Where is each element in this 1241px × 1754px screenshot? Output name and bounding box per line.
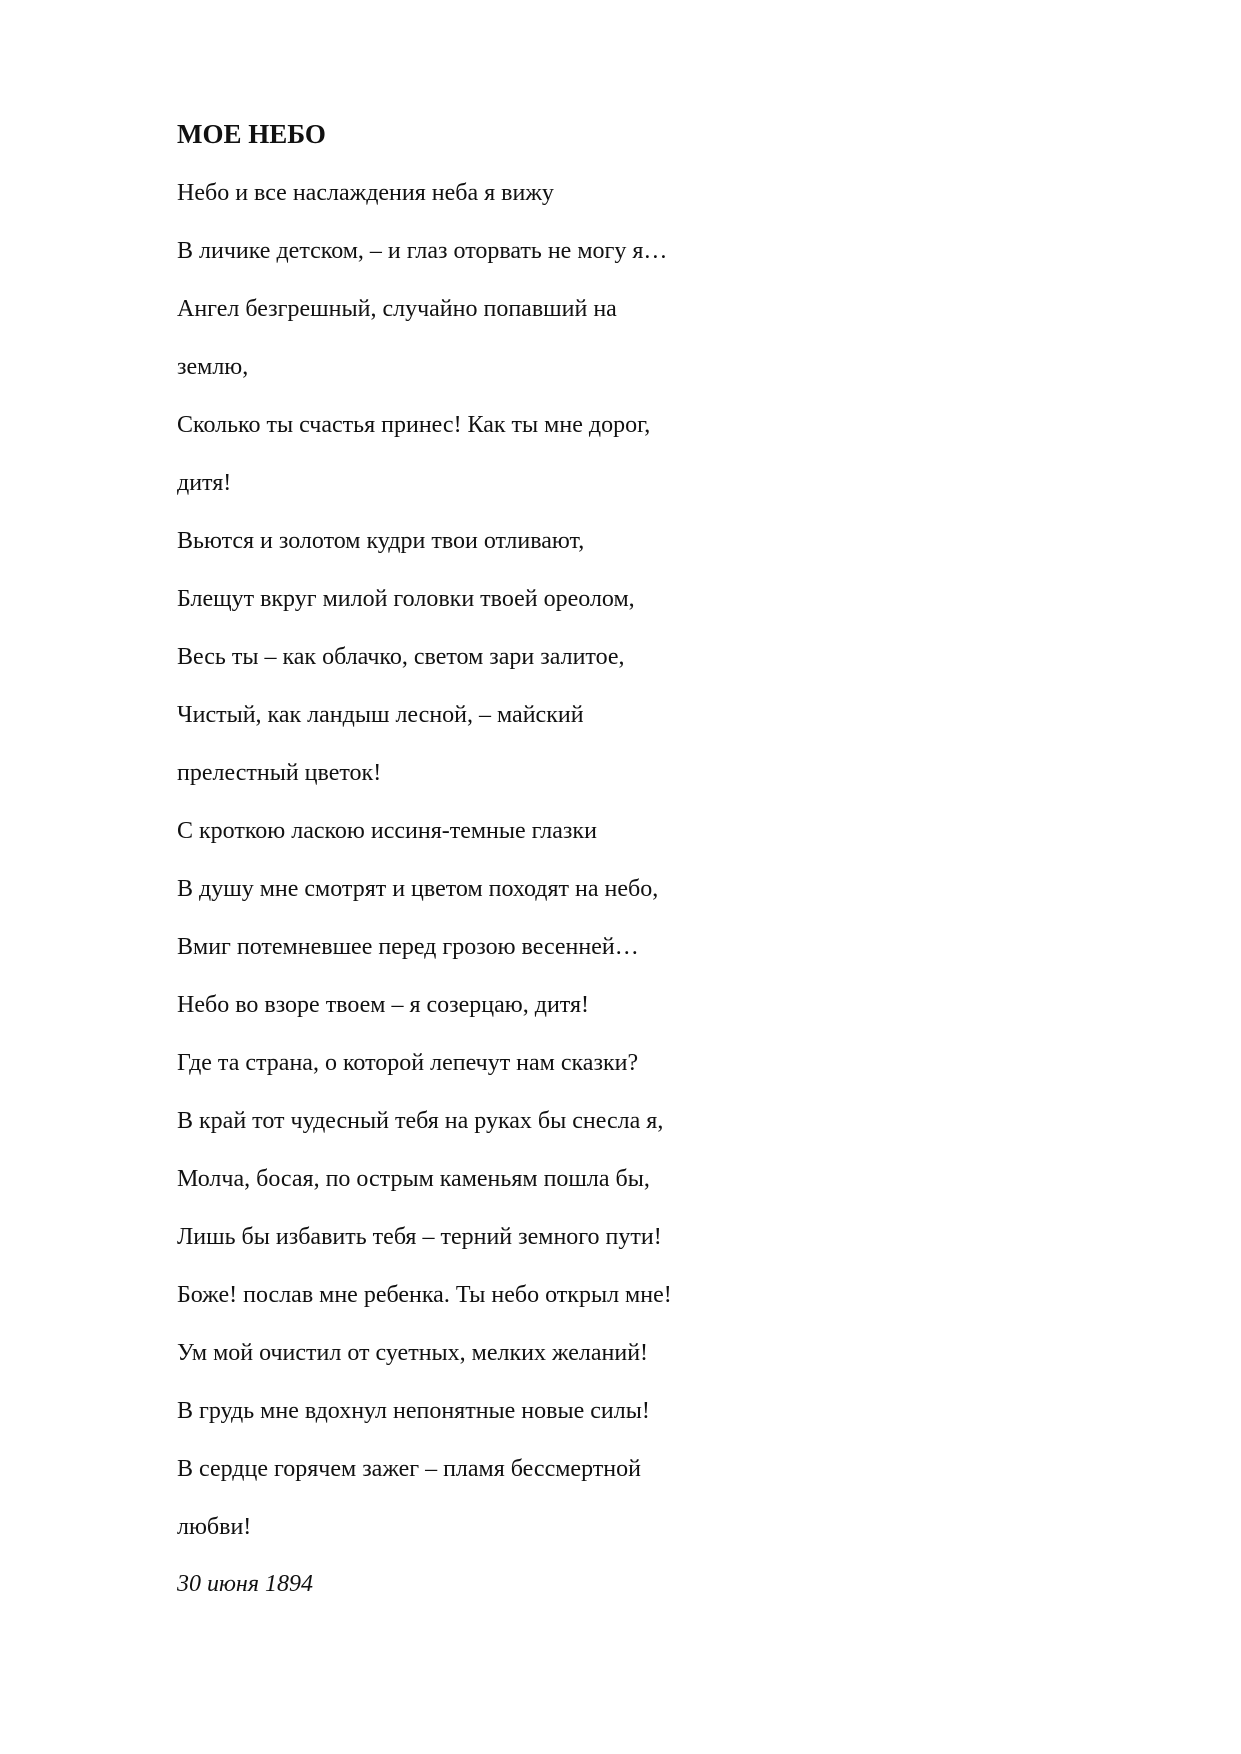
poem-lines [177, 177, 672, 1569]
poem-line: Вмиг потемневшее перед грозою весенней… [177, 934, 639, 960]
poem-line: Ангел безгрешный, случайно попавший на [177, 296, 617, 322]
poem-line: Небо во взоре твоем – я созерцаю, дитя! [177, 992, 589, 1018]
poem-line: В личике детском, – и глаз оторвать не могу я… [177, 238, 668, 264]
poem-line: Блещут вкруг милой головки твоей ореолом, [177, 586, 635, 612]
poem-line: Сколько ты счастья принес! Как ты мне дорог, [177, 412, 651, 438]
poem-line: Где та страна, о которой лепечут нам сказки? [177, 1050, 639, 1076]
poem-line: дитя! [177, 470, 232, 496]
poem-line: В душу мне смотрят и цветом походят на небо, [177, 876, 659, 902]
poem-line: любви! [177, 1514, 252, 1540]
poem-line: Чистый, как ландыш лесной, – майский [177, 702, 584, 728]
poem-line: землю, [177, 354, 249, 380]
poem-line: Лишь бы избавить тебя – терний земного пути! [177, 1224, 662, 1250]
poem-line: Молча, босая, по острым каменьям пошла бы, [177, 1166, 650, 1192]
poem-date: 30 июня 1894 [177, 1571, 313, 1597]
poem-line: Ум мой очистил от суетных, мелких желаний! [177, 1340, 649, 1366]
poem-line: Боже! послав мне ребенка. Ты небо открыл мне! [177, 1282, 672, 1308]
poem-line: С кроткою ласкою иссиня-темные глазки [177, 818, 597, 844]
poem-title: МОЕ НЕБО [177, 119, 326, 149]
poem-line: Вьются и золотом кудри твои отливают, [177, 528, 585, 554]
poem-line: В сердце горячем зажег – пламя бессмертной [177, 1456, 641, 1482]
poem-line: прелестный цветок! [177, 760, 382, 786]
poem-line: Небо и все наслаждения неба я вижу [177, 180, 554, 206]
poem-line: Весь ты – как облачко, светом зари залитое, [177, 644, 625, 670]
poem-line: В грудь мне вдохнул непонятные новые силы! [177, 1398, 650, 1424]
poem-line: В край тот чудесный тебя на руках бы снесла я, [177, 1108, 664, 1134]
